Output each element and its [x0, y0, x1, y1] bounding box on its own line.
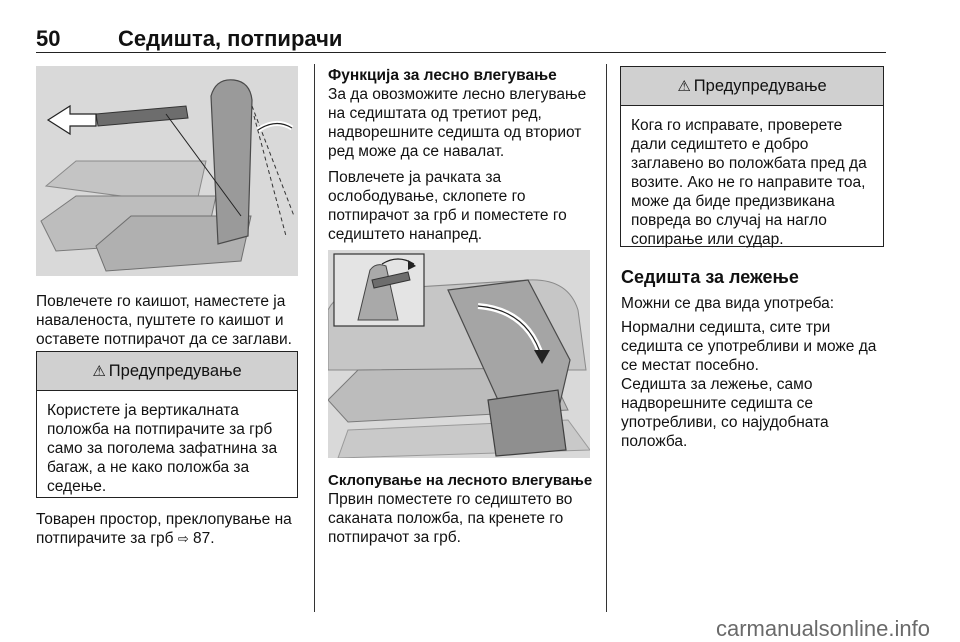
lounge-seats-intro: Можни се два вида употреба: — [621, 295, 835, 312]
warning-box-1 — [36, 351, 298, 498]
recline-instructions: Повлечете го каишот, наместете ја наваленоста, пуштете го каишот и оставете потпирачот да се заглави. — [36, 293, 292, 348]
lounge-seats-heading: Седишта за лежење — [621, 267, 799, 287]
page-title: Седишта, потпирачи — [118, 26, 343, 51]
header-rule — [36, 52, 886, 53]
seat-recline-illustration — [36, 66, 298, 276]
page-number: 50 — [36, 26, 61, 51]
warning-title-1: Предупредување — [108, 361, 242, 380]
column-divider-1 — [314, 64, 315, 612]
warning-triangle-icon: ⚠ — [92, 363, 106, 380]
watermark: carmanualsonline.info — [715, 616, 930, 641]
column-divider-2 — [606, 64, 607, 612]
cargo-reference-page[interactable]: 87. — [193, 530, 215, 547]
warning-text-1: Користете ја вертикалната положба на потпирачите за грб само за поголема зафатнина за багаж, а не како положба за седење. — [47, 402, 278, 495]
normal-seats-description: Нормални седишта, сите три седишта се употребливи и може да се местат посебно. — [621, 319, 877, 374]
warning-text-2: Кога го исправате, проверете дали седиштето е добро заглавено во положбата пред да возите. Ако не го направите тоа, може да биде предизвикана повреда во случај на нагло сопирање или судар. — [631, 117, 867, 248]
easy-entry-return: Првин поместете го седиштето во саканата положба, па кренете го потпирачот за грб. — [328, 491, 573, 546]
warning-title-2: Предупредување — [693, 76, 827, 95]
warning-box-2 — [620, 66, 884, 247]
cargo-reference-text: Товарен простор, преклопување на потпирачите за грб — [36, 511, 292, 547]
easy-entry-intro: За да овозможите лесно влегување на седиштата од третиот ред, надворешните седишта од вториот ред може да се навалат. — [328, 86, 587, 160]
cargo-reference — [36, 510, 302, 548]
easy-entry-caption: Склопување на лесното влегување — [328, 472, 593, 489]
lounge-seats-description: Седишта за лежење, само надворешните седишта се употребливи, со најудобната положба. — [621, 376, 829, 450]
warning-header-2 — [621, 67, 883, 106]
easy-entry-title: Функција за лесно влегување — [328, 67, 557, 84]
easy-entry-illustration — [328, 250, 590, 458]
warning-header-1 — [37, 352, 297, 391]
warning-triangle-icon: ⚠ — [677, 78, 691, 95]
arrow-right-outline-icon: ⇨ — [177, 531, 189, 546]
easy-entry-instructions: Повлечете ја рачката за ослободување, склопете го потпирачот за грб и поместете го седиштето нанапред. — [328, 169, 567, 243]
